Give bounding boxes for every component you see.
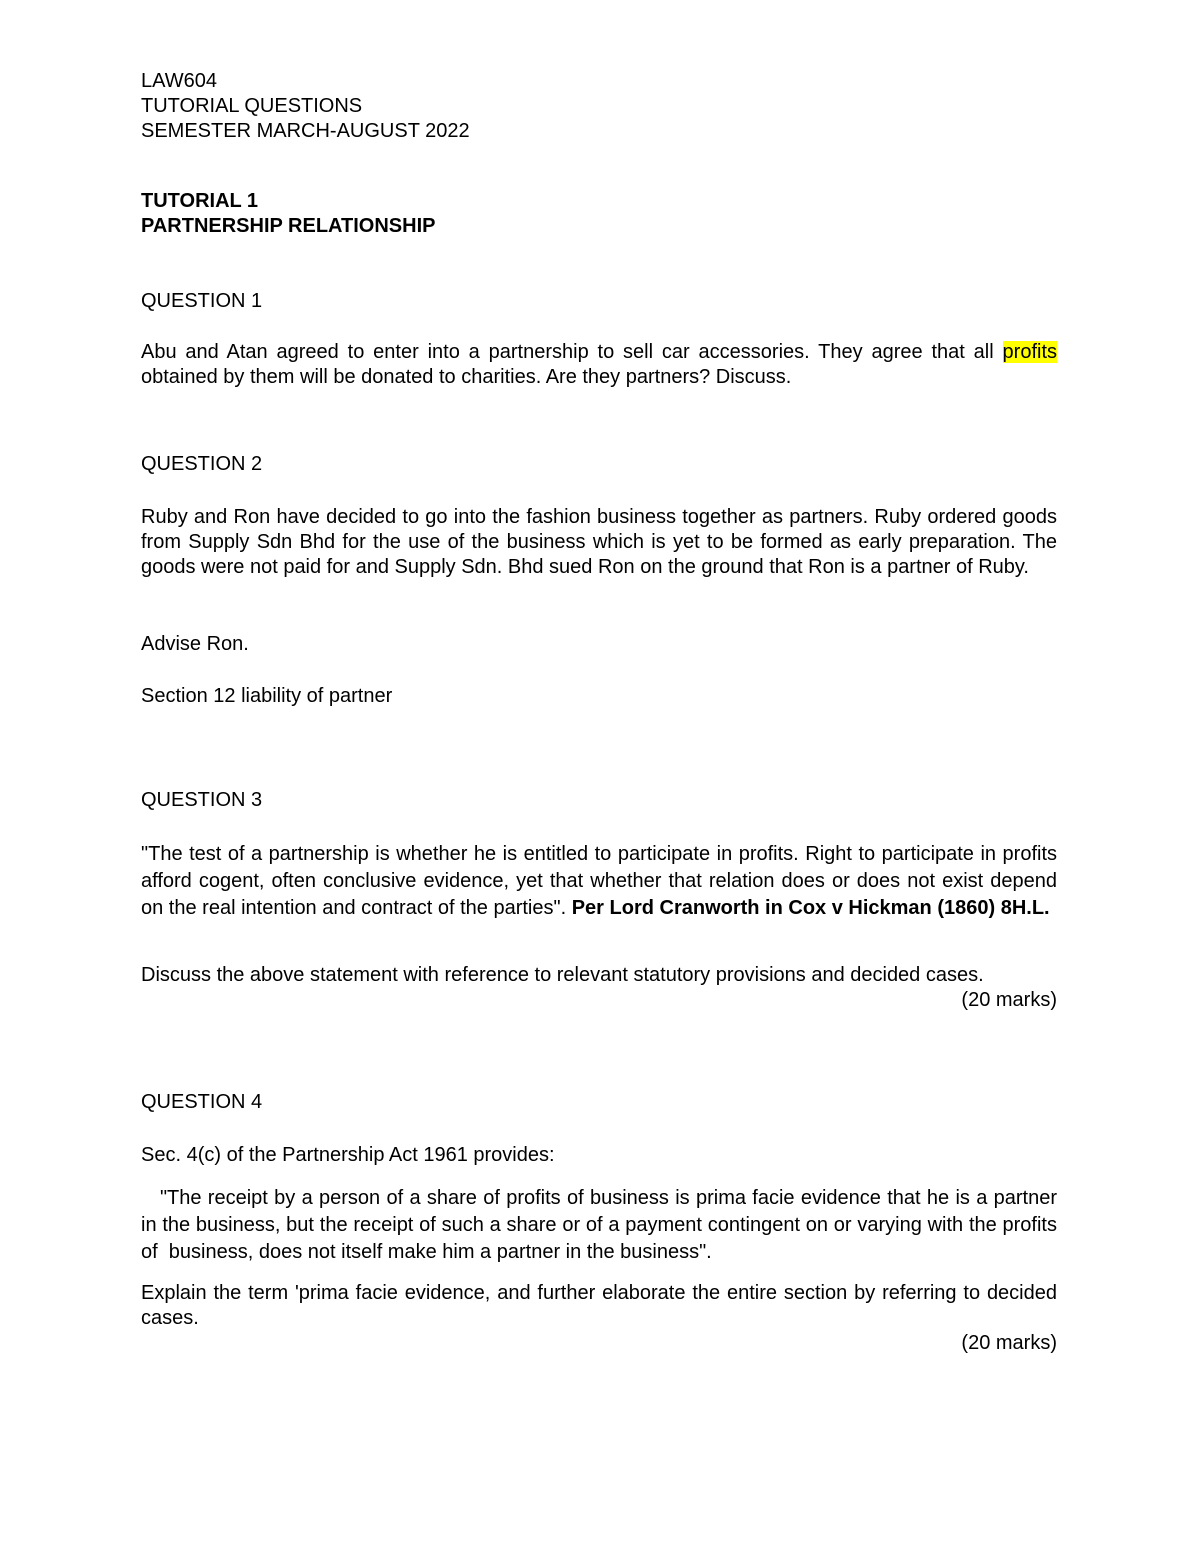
highlighted-word: profits: [1002, 341, 1057, 363]
question-3-marks: (20 marks): [961, 989, 1057, 1011]
tutorial-heading: [141, 189, 1057, 239]
question-3-quote-source: Per Lord Cranworth in Cox v Hickman (1860) 8H.L.: [571, 897, 1050, 919]
question-3-title: QUESTION 3: [141, 789, 263, 811]
question-4-task: Explain the term 'prima facie evidence, and further elaborate the entire section by referring to decided cases.: [141, 1282, 1057, 1329]
question-4-quote: "The receipt by a person of a share of profits of business is prima facie evidence that he is a partner in the business, but the receipt of such a share or of a payment contingent on or varying with the profits of business, does not itself make him a partner in the business".: [141, 1187, 1063, 1263]
question-1-body: [141, 340, 1057, 390]
question-1-text-before: Abu and Atan agreed to enter into a partnership to sell car accessories. They agree that all: [141, 341, 994, 363]
question-1-title: QUESTION 1: [141, 290, 263, 312]
question-3-quote-paragraph: [141, 841, 1057, 922]
question-4-title: QUESTION 4: [141, 1091, 263, 1113]
semester-label: SEMESTER MARCH-AUGUST 2022: [141, 120, 470, 142]
question-4-intro: Sec. 4(c) of the Partnership Act 1961 provides:: [141, 1144, 555, 1166]
question-3-task: Discuss the above statement with reference to relevant statutory provisions and decided cases.: [141, 964, 984, 986]
question-2-note: Section 12 liability of partner: [141, 685, 393, 707]
question-2-title: QUESTION 2: [141, 453, 263, 475]
tutorial-number: TUTORIAL 1: [141, 190, 259, 212]
document-page: [141, 0, 1063, 1553]
question-1-text-after: obtained by them will be donated to charities. Are they partners? Discuss.: [141, 366, 792, 388]
question-2-advise: Advise Ron.: [141, 633, 249, 655]
course-code: LAW604: [141, 70, 217, 92]
tutorial-topic: PARTNERSHIP RELATIONSHIP: [141, 215, 436, 237]
document-type: TUTORIAL QUESTIONS: [141, 95, 363, 117]
question-2-body: Ruby and Ron have decided to go into the fashion business together as partners. Ruby ordered goods from Supply Sdn Bhd for the use of the business which is yet to be formed as early preparation. The goods were not paid for and Supply Sdn. Bhd sued Ron on the ground that Ron is a partner of Ruby.: [141, 506, 1057, 578]
question-4-marks: (20 marks): [961, 1332, 1057, 1354]
question-3-quote: "The test of a partnership is whether he is entitled to participate in profits. Right to participate in profits afford cogent, often conclusive evidence, yet that whether that relation does or does not exist depend on the real intention and contract of the parties".: [141, 843, 1057, 919]
document-header: [141, 69, 1057, 144]
